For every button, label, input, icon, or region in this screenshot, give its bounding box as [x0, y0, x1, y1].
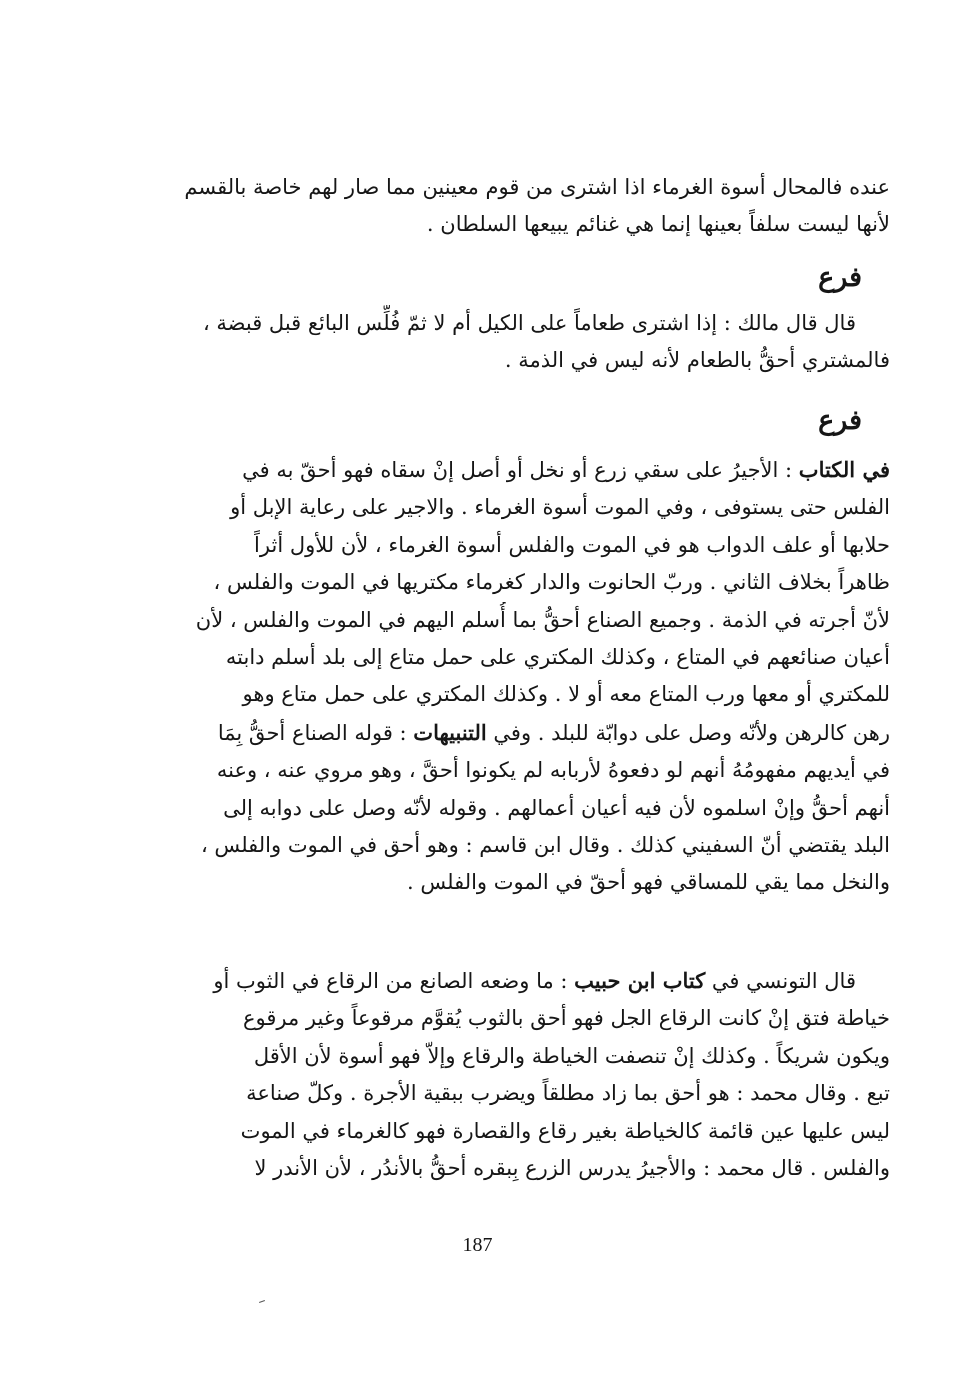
text-line: عنده فالمحال أسوة الغرماء اذا اشترى من قوم معينين مما صار لهم خاصة بالقسم: [184, 175, 890, 199]
text-line: أنهم أحقُّ وإنْ اسلموه لأن فيه أعيان أعمالهم . وقوله لأنّه وصل على دوابه إلى: [223, 795, 890, 820]
paragraph-2: [178, 305, 890, 380]
text-line: ليس عليها عين قائمة كالخياطة بغير رقاع والقصارة فهو كالغرماء في الموت: [240, 1118, 890, 1143]
text-run: رهن كالرهن ولأنّه وصل على دوابّة للبلد . وفي: [486, 720, 890, 745]
paragraph-1: [178, 169, 890, 244]
text-line: والفلس . قال محمد : والأجيرُ يدرس الزرع بِبقره أحقُّ بالأندُر ، لأن الأندر لا: [254, 1156, 890, 1181]
text-run: : ما وضعه الصانع من الرقاع في الثوب أو: [213, 969, 575, 993]
text-line: ويكون شريكاً . وكذلك إنْ تنصفت الخياطة والرقاع وإلاّ فهو أسوة لأن الأقل: [253, 1043, 890, 1068]
text-line: في أيديهم مفهومُهُ أنهم لو دفعوهُ لأربابه لم يكونوا أحقَّ ، وهو مروي عنه ، وعنه: [216, 758, 890, 783]
paragraph-4: [178, 962, 890, 1187]
text-line: للمكتري أو معها ورب المتاع معه أو لا . وكذلك المكتري على حمل متاع وهو: [242, 682, 890, 707]
text-run: قال التونسي في: [705, 969, 856, 993]
text-line: [178, 962, 890, 1000]
text-run: : قوله الصناع أحقُّ بِمَا: [217, 720, 414, 745]
text-line: خياطة فتق إنْ كانت الرقاع الجل فهو أحق بالثوب يُقوَّم مرقوعاً وغير مرقوع: [242, 1006, 890, 1031]
text-line: حلابها أو علف الدواب هو في الموت والفلس أسوة الغرماء ، لأن للأول أثراً: [254, 532, 890, 557]
text-line: والنخل مما يقي للمساقي فهو أحقّ في الموت والفلس .: [407, 870, 890, 895]
source-title: كتاب ابن حبيب: [574, 968, 706, 993]
section-heading-2: فرع: [818, 405, 862, 436]
paragraph-3: [178, 451, 890, 902]
text-line: فالمشتري أحقُّ بالطعام لأنه ليس في الذمة .: [504, 348, 890, 373]
section-heading-1: فرع: [818, 262, 862, 293]
scan-speck: [259, 1300, 265, 1303]
text-line: تبع . وقال محمد : هو أحق بما زاد مطلقاً ويضرب ببقية الأجرة . وكلّ صناعة: [246, 1081, 890, 1106]
source-title: التنبيهات: [413, 719, 487, 745]
text-line: الفلس حتى يستوفى ، وفي الموت أسوة الغرماء . والاجير على رعاية الإبل أو: [230, 495, 890, 520]
text-line: أعيان صنائعهم في المتاع ، وكذلك المكتري على حمل متاع إلى بلد أسلم دابته: [225, 645, 890, 670]
text-line: [178, 714, 890, 752]
text-line: ظاهراً بخلاف الثاني . وربّ الحانوت والدار كغرماء مكتريها في الموت والفلس ،: [213, 570, 890, 595]
text-line: قال قال مالك : إذا اشترى طعاماً على الكيل أم لا ثمّ فُلِّس البائع قبل قبضة ،: [202, 311, 856, 335]
source-title: في الكتاب: [798, 457, 890, 482]
text-line: لأنها ليست سلفاً بعينها إنما هي غنائم يبيعها السلطان .: [426, 212, 890, 237]
page-number: 187: [462, 1234, 493, 1256]
text-line: البلد يقتضي أنّ السفيني كذلك . وقال ابن قاسم : وهو أحق في الموت والفلس ،: [200, 833, 890, 858]
text-line: لأنّ أجرته في الذمة . وجميع الصناع أحقُّ بما أُسلم اليهم في الموت والفلس ، لأن: [195, 607, 890, 632]
text-run: : الأجيرُ على سقي زرع أو نخل أو أصل إنْ سقاه فهو أحقّ به في: [242, 458, 799, 482]
text-line: [178, 451, 890, 489]
